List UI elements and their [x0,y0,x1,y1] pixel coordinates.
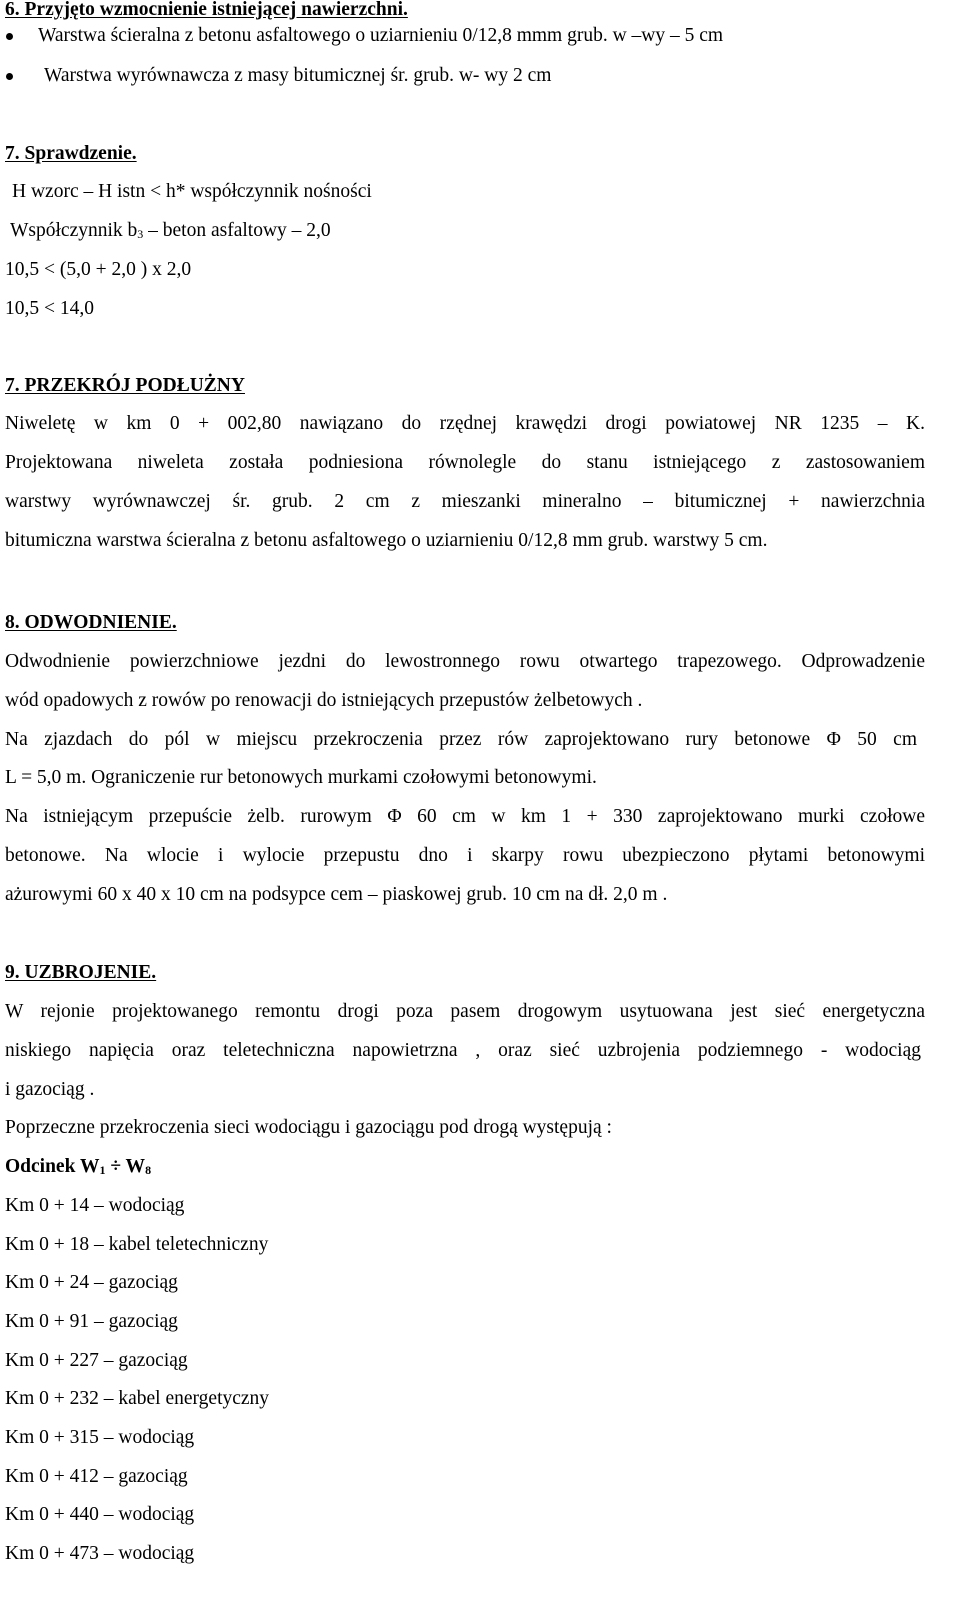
paragraph-line: betonowe. Na wlocie i wylocie przepustu dno i skarpy rowu ubezpieczono płytami betonowymi [5,845,925,866]
paragraph-line: niskiego napięcia oraz teletechniczna napowietrzna , oraz sieć uzbrojenia podziemnego - wodociąg [5,1040,921,1061]
section-7-profile-heading: 7. PRZEKRÓJ PODŁUŻNY [5,375,245,396]
km-list-item: Km 0 + 473 – wodociąg [5,1543,195,1564]
paragraph-line: Niweletę w km 0 + 002,80 nawiązano do rzędnej krawędzi drogi powiatowej NR 1235 – K. [5,413,925,434]
paragraph-line: Na istniejącym przepuście żelb. rurowym Φ 60 cm w km 1 + 330 zaprojektowano murki czołowe [5,806,925,827]
paragraph-line: Poprzeczne przekroczenia sieci wodociągu i gazociągu pod drogą występują : [5,1117,612,1138]
paragraph-line: Projektowana niweleta została podniesiona równolegle do stanu istniejącego z zastosowaniem [5,452,925,473]
bullet-text: Warstwa wyrównawcza z masy bitumicznej śr. grub. w- wy 2 cm [44,65,552,86]
km-list-item: Km 0 + 315 – wodociąg [5,1427,195,1448]
paragraph-line: bitumiczna warstwa ścieralna z betonu asfaltowego o uziarnieniu 0/12,8 mm grub. warstwy 5 cm. [5,530,768,551]
km-list-item: Km 0 + 232 – kabel energetyczny [5,1388,270,1409]
bullet-icon [6,33,13,40]
check-line: Współczynnik $b_3$ – beton asfaltowy – 2,0 [10,220,331,241]
km-list-item: Km 0 + 412 – gazociąg [5,1466,188,1487]
bullet-item [44,64,551,88]
paragraph-line: W rejonie projektowanego remontu drogi poza pasem drogowym usytuowana jest sieć energetyczna [5,1001,925,1022]
section-9-heading: 9. UZBROJENIE. [5,962,157,983]
paragraph-line: Na zjazdach do pól w miejscu przekroczenia przez rów zaprojektowano rury betonowe Φ 50 cm [5,729,917,750]
paragraph-line: ażurowymi 60 x 40 x 10 cm na podsypce cem – piaskowej grub. 10 cm na dł. 2,0 m . [5,884,668,905]
km-list-item: Km 0 + 227 – gazociąg [5,1350,188,1371]
bullet-text: Warstwa ścieralna z betonu asfaltowego o uziarnieniu 0/12,8 mmm grub. w –wy – 5 cm [38,25,724,46]
km-list-item: Km 0 + 91 – gazociąg [5,1311,178,1332]
section-7-check-heading: 7. Sprawdzenie. [5,143,137,164]
check-line: H wzorc – H istn < h* współczynnik nośności [12,181,372,202]
bullet-item [38,24,723,48]
paragraph-line: Odwodnienie powierzchniowe jezdni do lewostronnego rowu otwartego trapezowego. Odprowadzenie [5,651,925,672]
section-8-heading: 8. ODWODNIENIE. [5,612,177,633]
check-line: 10,5 < 14,0 [5,298,94,319]
check-line: 10,5 < (5,0 + 2,0 ) x 2,0 [5,259,192,280]
bullet-icon [6,73,13,80]
km-list-item: Km 0 + 18 – kabel teletechniczny [5,1234,269,1255]
paragraph-line: warstwy wyrównawczej śr. grub. 2 cm z mieszanki mineralno – bitumicznej + nawierzchnia [5,491,925,512]
km-list-item: Km 0 + 14 – wodociąg [5,1195,185,1216]
section-6-heading: 6. Przyjęto wzmocnienie istniejącej nawierzchni. [5,0,408,20]
km-list-item: Km 0 + 24 – gazociąg [5,1272,178,1293]
paragraph-line: L = 5,0 m. Ograniczenie rur betonowych murkami czołowymi betonowymi. [5,767,597,788]
paragraph-line: i gazociąg . [5,1079,95,1100]
odcinek-heading: Odcinek $W_1 \div W_8$ [5,1156,152,1177]
paragraph-line: wód opadowych z rowów po renowacji do istniejących przepustów żelbetowych . [5,690,643,711]
km-list-item: Km 0 + 440 – wodociąg [5,1504,195,1525]
